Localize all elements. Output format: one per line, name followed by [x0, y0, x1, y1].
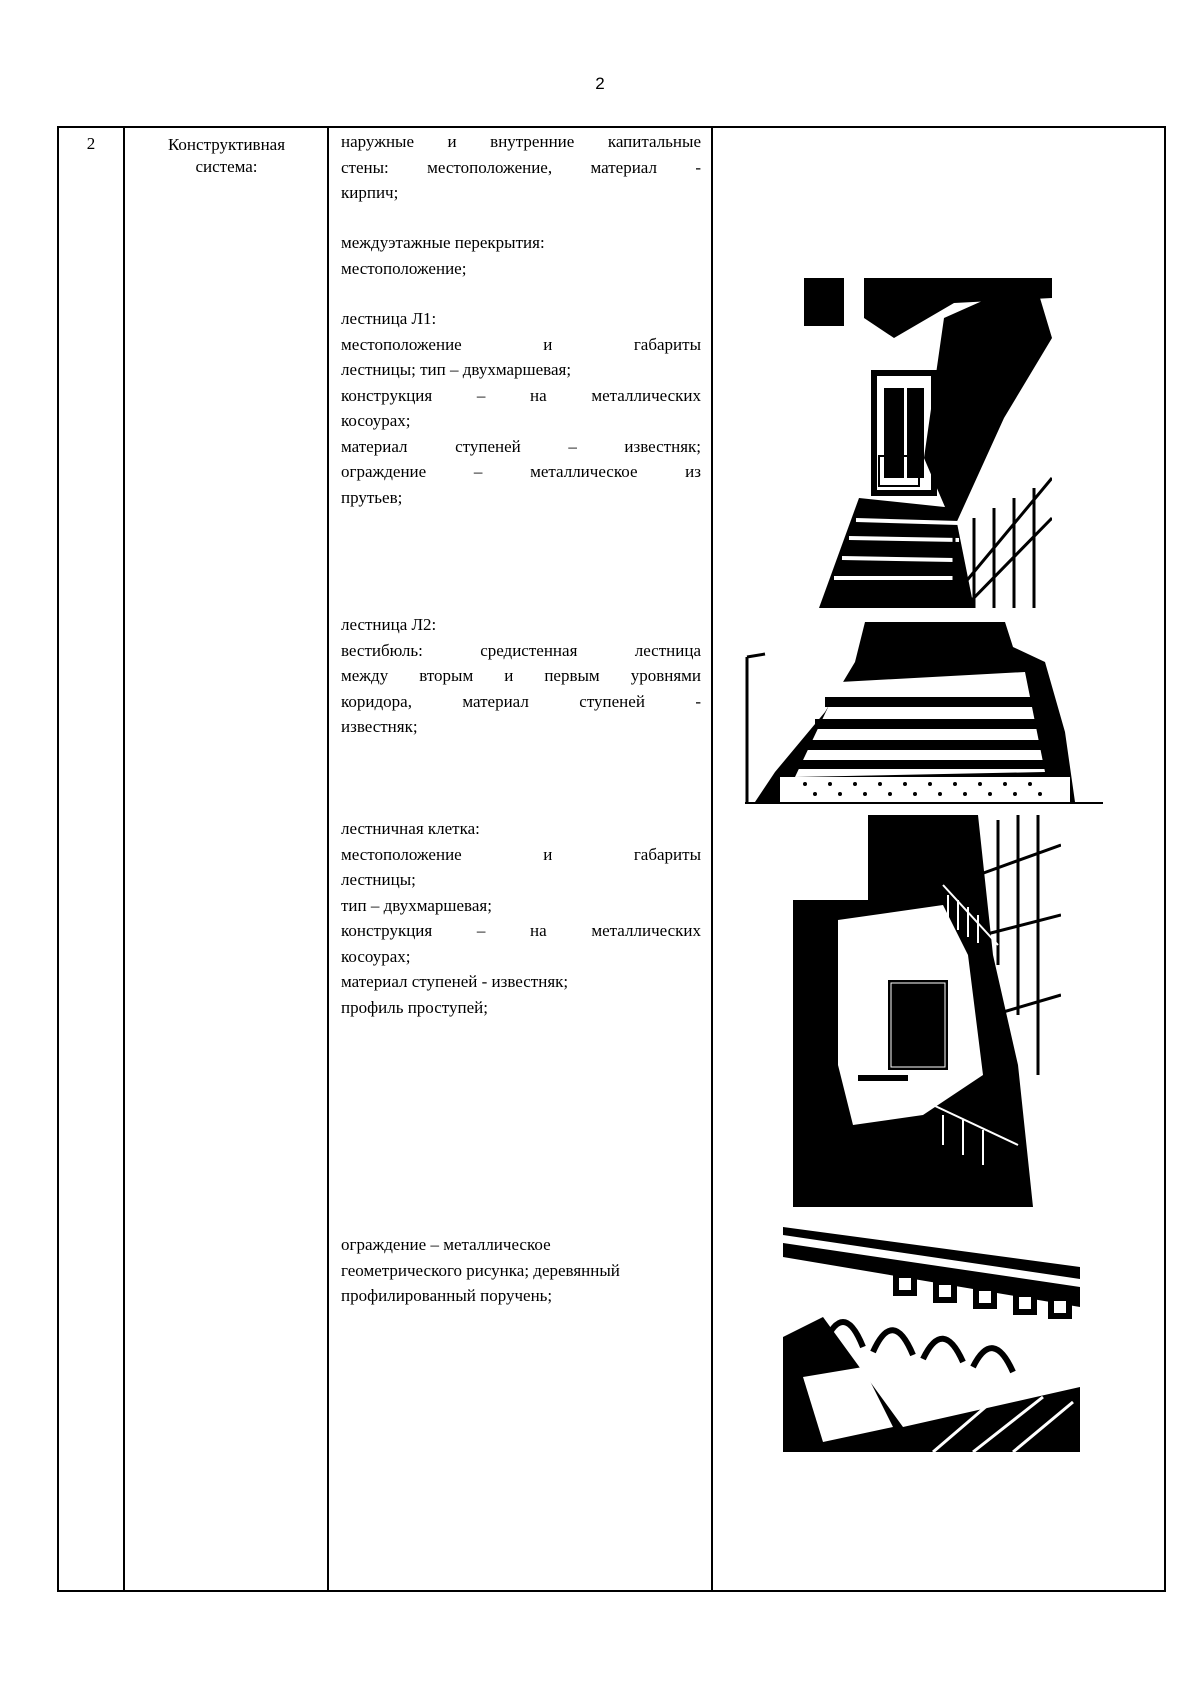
text-line: местоположение и габариты	[341, 334, 701, 354]
text-line: коридора, материал ступеней -	[341, 691, 701, 711]
text-line: лестница Л1:	[341, 309, 437, 328]
column-divider	[123, 128, 125, 1590]
text-line: наружные и внутренние капитальные	[341, 132, 701, 151]
row-title-line: Конструктивная	[167, 135, 286, 154]
text-line: между вторым и первым уровнями	[341, 666, 701, 685]
text-line: геометрического рисунка; деревянный	[341, 1260, 620, 1280]
text-line: конструкция – на металлических	[341, 921, 701, 940]
text-line: местоположение;	[341, 258, 467, 278]
row-title-line: система:	[195, 157, 258, 176]
text-line: косоурах;	[341, 411, 411, 430]
text-line: ограждение – металлическое из	[341, 462, 701, 481]
text-line: прутьев;	[341, 487, 403, 507]
text-line: лестницы; тип – двухмаршевая;	[341, 360, 572, 379]
stair-l1-section	[341, 306, 701, 510]
floors-section	[341, 230, 701, 281]
railing-photo	[783, 1227, 1080, 1452]
text-line: профиль проступей;	[341, 997, 488, 1017]
stairwell-section	[341, 816, 701, 1020]
text-line: междуэтажные перекрытия:	[341, 233, 545, 252]
column-divider	[711, 128, 713, 1590]
text-line: материал ступеней - известняк;	[341, 972, 569, 991]
stair-l2-photo	[745, 622, 1103, 804]
text-line: лестницы;	[341, 870, 416, 889]
text-line: косоурах;	[341, 946, 411, 966]
text-line: известняк;	[341, 717, 418, 736]
railing-section	[341, 1232, 701, 1309]
row-title	[125, 134, 328, 178]
text-line: лестница Л2:	[341, 615, 437, 634]
text-line: профилированный поручень;	[341, 1286, 553, 1305]
text-line: вестибюль: средистенная лестница	[341, 640, 701, 660]
walls-section	[341, 129, 701, 206]
stair-l2-section	[341, 612, 701, 740]
text-line: конструкция – на металлических	[341, 385, 701, 405]
text-line: тип – двухмаршевая;	[341, 895, 492, 915]
text-line: кирпич;	[341, 183, 399, 202]
column-divider	[327, 128, 329, 1590]
text-line: местоположение и габариты	[341, 844, 701, 864]
stair-l1-photo	[804, 278, 1052, 608]
text-line: материал ступеней – известняк;	[341, 436, 701, 456]
stairwell-photo	[793, 815, 1061, 1207]
page-number: 2	[595, 74, 605, 93]
text-line: ограждение – металлическое	[341, 1235, 551, 1254]
row-number: 2	[86, 134, 96, 153]
text-line: лестничная клетка:	[341, 819, 480, 838]
text-line: стены: местоположение, материал -	[341, 157, 701, 177]
